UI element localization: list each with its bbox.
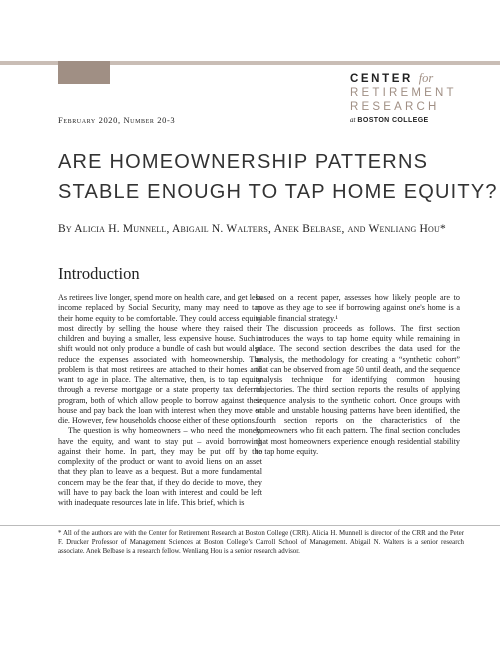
title-line-2: STABLE ENOUGH TO TAP HOME EQUITY? <box>58 181 498 203</box>
logo-line-research: RESEARCH <box>350 101 440 113</box>
paragraph-1: As retirees live longer, spend more on health care, and get less income replaced by Social Security, many may need to tap their home equity to be comfortable. They could access equity most directly by selling the house where they raised their children and buying a smaller, less expensive house. Such a shift would not only produce a bundle of cash but would also reduce the expenses associated with homeownership. The problem is that most retirees are attached to their homes and want to age in place. The alternative, then, is to tap equity through a reverse mortgage or a state property tax deferral program, both of which allow people to borrow against their house and pay back the loan with interest when they move or die. However, few households choose either of these options. <box>58 293 262 425</box>
section-heading: Introduction <box>58 264 140 283</box>
logo-line-retirement: RETIREMENT <box>350 87 457 99</box>
byline: By Alicia H. Munnell, Abigail N. Walters, Anek Belbase, and Wenliang Hou* <box>58 223 446 235</box>
header-accent-block <box>58 61 110 84</box>
column-left <box>58 293 262 508</box>
paragraph-3: The discussion proceeds as follows. The first section introduces the ways to tap home equity while remaining in place. The second section describes the data used for the analysis, the methodology for creating a “synthetic cohort” that can be observed from age 50 until death, and the sequence analysis technique for identifying common housing trajectories. The third section reports the results of applying sequence analysis to the synthetic cohort. Once groups with stable and unstable housing patterns have been identified, the fourth section reports on the characteristics of the homeowners who fit each pattern. The final section concludes that most homeowners experience enough residential stability to tap home equity. <box>256 323 460 456</box>
author-footnote: * All of the authors are with the Center for Retirement Research at Boston College (CRR). Alicia H. Munnell is director of the CRR and the Peter F. Drucker Professor of Management Sciences at Boston College’s Carroll School of Management. Abigail N. Walters is a senior research associate. Anek Belbase is a research fellow. Wenliang Hou is a senior research advisor. <box>58 530 464 556</box>
title-line-1: ARE HOMEOWNERSHIP PATTERNS <box>58 151 429 173</box>
paragraph-2: The question is why homeowners – who need the money, have the equity, and want to stay put – avoid borrowing against their home. In part, they may be put off by the complexity of the product or want to avoid liens on an asset that they plan to leave as a bequest. But a more fundamental concern may be the fear that, if they do decide to move, they will have to pay back the loan with interest and could be left with inadequate resources late in life. This brief, which is <box>58 426 262 507</box>
page-title <box>58 147 498 207</box>
logo-line-college: at BOSTON COLLEGE <box>350 116 429 124</box>
crr-logo <box>350 71 470 124</box>
logo-line-center: CENTER for <box>350 71 434 85</box>
issue-date: February 2020, Number 20-3 <box>58 115 176 125</box>
footnote-divider <box>0 525 500 526</box>
paragraph-2-continued: based on a recent paper, assesses how likely people are to move as they age to see if borrowing against one's home is a viable financial strategy.¹ <box>256 293 460 323</box>
column-right <box>256 293 460 457</box>
